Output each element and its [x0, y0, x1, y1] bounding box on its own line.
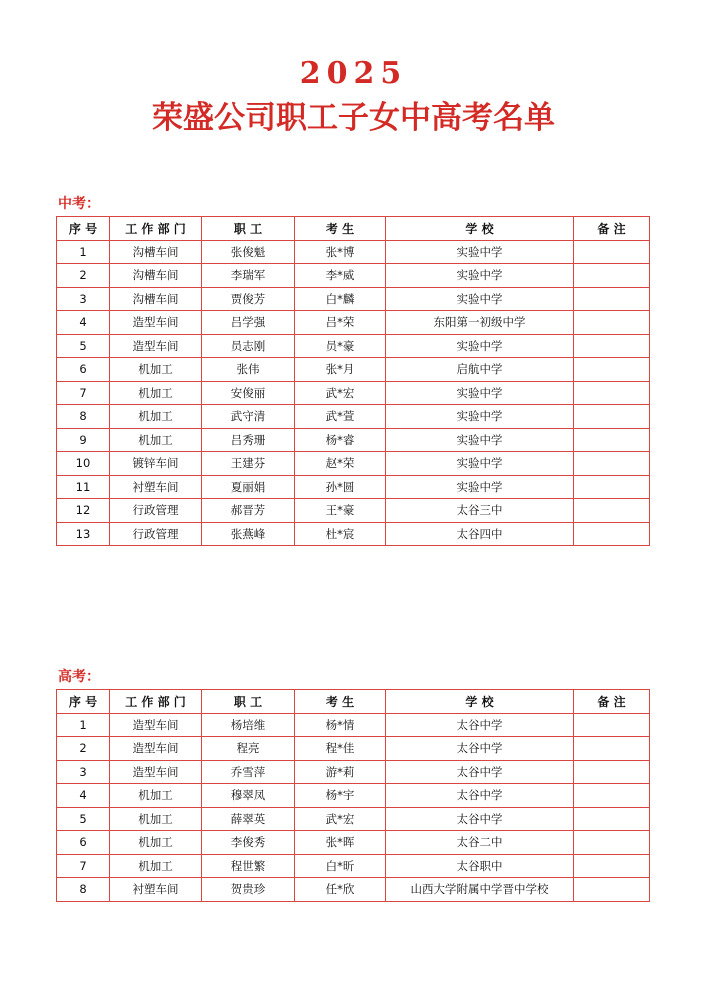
- cell-dept: 造型车间: [110, 737, 202, 761]
- cell-employee: 张伟: [202, 358, 295, 382]
- column-header-employee: 职 工: [202, 217, 295, 241]
- cell-student: 武*宏: [295, 807, 386, 831]
- cell-no: 4: [57, 311, 110, 335]
- cell-dept: 造型车间: [110, 760, 202, 784]
- gaokao-table-body: [57, 713, 650, 901]
- column-header-employee: 职 工: [202, 690, 295, 714]
- cell-student: 杨*情: [295, 713, 386, 737]
- cell-school: 实验中学: [386, 287, 574, 311]
- cell-employee: 李瑞军: [202, 264, 295, 288]
- cell-dept: 机加工: [110, 854, 202, 878]
- cell-no: 5: [57, 807, 110, 831]
- table-row: [57, 452, 650, 476]
- table-row: [57, 264, 650, 288]
- cell-student: 赵*荣: [295, 452, 386, 476]
- cell-student: 吕*荣: [295, 311, 386, 335]
- cell-school: 山西大学附属中学晋中学校: [386, 878, 574, 902]
- cell-employee: 穆翠凤: [202, 784, 295, 808]
- cell-dept: 行政管理: [110, 499, 202, 523]
- cell-note: [574, 264, 650, 288]
- cell-school: 东阳第一初级中学: [386, 311, 574, 335]
- cell-student: 张*博: [295, 240, 386, 264]
- cell-student: 李*威: [295, 264, 386, 288]
- cell-student: 杜*宸: [295, 522, 386, 546]
- cell-school: 实验中学: [386, 452, 574, 476]
- section-label-gaokao: 高考：: [58, 669, 100, 685]
- cell-dept: 行政管理: [110, 522, 202, 546]
- cell-note: [574, 760, 650, 784]
- cell-student: 王*豪: [295, 499, 386, 523]
- column-header-school: 学 校: [386, 217, 574, 241]
- cell-no: 8: [57, 405, 110, 429]
- cell-employee: 郝晋芳: [202, 499, 295, 523]
- cell-dept: 沟槽车间: [110, 264, 202, 288]
- column-header-note: 备 注: [574, 690, 650, 714]
- zhongkao-table: [56, 216, 650, 546]
- cell-employee: 武守清: [202, 405, 295, 429]
- cell-student: 任*欣: [295, 878, 386, 902]
- cell-employee: 王建芬: [202, 452, 295, 476]
- cell-note: [574, 737, 650, 761]
- cell-dept: 机加工: [110, 831, 202, 855]
- cell-school: 太谷中学: [386, 737, 574, 761]
- cell-note: [574, 831, 650, 855]
- cell-employee: 乔雪萍: [202, 760, 295, 784]
- table-header-row: [57, 217, 650, 241]
- cell-school: 太谷四中: [386, 522, 574, 546]
- cell-dept: 机加工: [110, 381, 202, 405]
- column-header-school: 学 校: [386, 690, 574, 714]
- cell-note: [574, 287, 650, 311]
- cell-dept: 造型车间: [110, 334, 202, 358]
- column-header-no: 序 号: [57, 217, 110, 241]
- cell-no: 1: [57, 240, 110, 264]
- cell-employee: 薛翠英: [202, 807, 295, 831]
- cell-dept: 沟槽车间: [110, 240, 202, 264]
- cell-no: 8: [57, 878, 110, 902]
- table-row: [57, 475, 650, 499]
- table-row: [57, 760, 650, 784]
- cell-school: 实验中学: [386, 405, 574, 429]
- table-row: [57, 807, 650, 831]
- cell-student: 孙*圆: [295, 475, 386, 499]
- cell-school: 太谷二中: [386, 831, 574, 855]
- cell-dept: 衬塑车间: [110, 878, 202, 902]
- cell-school: 实验中学: [386, 264, 574, 288]
- title-year: 2025: [299, 56, 408, 91]
- cell-employee: 杨培维: [202, 713, 295, 737]
- cell-note: [574, 358, 650, 382]
- cell-note: [574, 240, 650, 264]
- page-title: 荣盛公司职工子女中高考名单: [152, 100, 555, 136]
- cell-school: 实验中学: [386, 428, 574, 452]
- cell-no: 7: [57, 854, 110, 878]
- column-header-dept: 工 作 部 门: [110, 217, 202, 241]
- cell-dept: 机加工: [110, 428, 202, 452]
- table-row: [57, 287, 650, 311]
- column-header-no: 序 号: [57, 690, 110, 714]
- cell-dept: 镀锌车间: [110, 452, 202, 476]
- table-row: [57, 499, 650, 523]
- cell-school: 太谷中学: [386, 784, 574, 808]
- cell-student: 杨*宇: [295, 784, 386, 808]
- cell-school: 太谷中学: [386, 760, 574, 784]
- cell-note: [574, 381, 650, 405]
- table-row: [57, 878, 650, 902]
- cell-school: 太谷中学: [386, 807, 574, 831]
- cell-school: 实验中学: [386, 475, 574, 499]
- cell-employee: 吕学强: [202, 311, 295, 335]
- cell-student: 杨*睿: [295, 428, 386, 452]
- cell-note: [574, 334, 650, 358]
- cell-note: [574, 878, 650, 902]
- cell-note: [574, 784, 650, 808]
- cell-dept: 造型车间: [110, 713, 202, 737]
- cell-no: 3: [57, 287, 110, 311]
- cell-student: 白*昕: [295, 854, 386, 878]
- cell-student: 程*佳: [295, 737, 386, 761]
- cell-employee: 李俊秀: [202, 831, 295, 855]
- cell-employee: 程亮: [202, 737, 295, 761]
- cell-no: 2: [57, 737, 110, 761]
- cell-employee: 安俊丽: [202, 381, 295, 405]
- table-row: [57, 522, 650, 546]
- cell-dept: 衬塑车间: [110, 475, 202, 499]
- cell-school: 启航中学: [386, 358, 574, 382]
- cell-dept: 机加工: [110, 807, 202, 831]
- cell-no: 10: [57, 452, 110, 476]
- cell-no: 9: [57, 428, 110, 452]
- table-row: [57, 381, 650, 405]
- cell-note: [574, 522, 650, 546]
- cell-dept: 机加工: [110, 358, 202, 382]
- gaokao-table: [56, 689, 650, 902]
- cell-no: 4: [57, 784, 110, 808]
- cell-school: 太谷三中: [386, 499, 574, 523]
- zhongkao-table-body: [57, 240, 650, 546]
- table-row: [57, 854, 650, 878]
- cell-employee: 张俊魁: [202, 240, 295, 264]
- cell-employee: 贺贵珍: [202, 878, 295, 902]
- cell-no: 13: [57, 522, 110, 546]
- cell-no: 6: [57, 831, 110, 855]
- cell-no: 12: [57, 499, 110, 523]
- column-header-dept: 工 作 部 门: [110, 690, 202, 714]
- cell-school: 太谷中学: [386, 713, 574, 737]
- table-header-row: [57, 690, 650, 714]
- cell-student: 武*萱: [295, 405, 386, 429]
- cell-student: 武*宏: [295, 381, 386, 405]
- cell-student: 游*莉: [295, 760, 386, 784]
- table-row: [57, 240, 650, 264]
- cell-school: 实验中学: [386, 334, 574, 358]
- cell-no: 5: [57, 334, 110, 358]
- cell-dept: 沟槽车间: [110, 287, 202, 311]
- cell-student: 张*晖: [295, 831, 386, 855]
- cell-school: 实验中学: [386, 381, 574, 405]
- column-header-student: 考 生: [295, 217, 386, 241]
- cell-dept: 机加工: [110, 405, 202, 429]
- cell-note: [574, 452, 650, 476]
- table-row: [57, 831, 650, 855]
- cell-school: 太谷职中: [386, 854, 574, 878]
- cell-employee: 张燕峰: [202, 522, 295, 546]
- cell-dept: 造型车间: [110, 311, 202, 335]
- cell-no: 11: [57, 475, 110, 499]
- cell-student: 员*豪: [295, 334, 386, 358]
- table-row: [57, 784, 650, 808]
- cell-no: 7: [57, 381, 110, 405]
- cell-no: 1: [57, 713, 110, 737]
- cell-note: [574, 854, 650, 878]
- cell-student: 张*月: [295, 358, 386, 382]
- table-row: [57, 405, 650, 429]
- cell-note: [574, 713, 650, 737]
- table-row: [57, 428, 650, 452]
- cell-student: 白*麟: [295, 287, 386, 311]
- table-row: [57, 358, 650, 382]
- cell-note: [574, 405, 650, 429]
- cell-employee: 程世繁: [202, 854, 295, 878]
- cell-school: 实验中学: [386, 240, 574, 264]
- cell-note: [574, 499, 650, 523]
- cell-note: [574, 311, 650, 335]
- cell-employee: 吕秀珊: [202, 428, 295, 452]
- cell-dept: 机加工: [110, 784, 202, 808]
- cell-employee: 员志刚: [202, 334, 295, 358]
- cell-note: [574, 807, 650, 831]
- column-header-student: 考 生: [295, 690, 386, 714]
- table-row: [57, 311, 650, 335]
- cell-no: 2: [57, 264, 110, 288]
- cell-note: [574, 475, 650, 499]
- cell-employee: 夏丽娟: [202, 475, 295, 499]
- table-row: [57, 713, 650, 737]
- table-row: [57, 334, 650, 358]
- section-label-zhongkao: 中考：: [58, 196, 100, 212]
- cell-no: 6: [57, 358, 110, 382]
- table-row: [57, 737, 650, 761]
- cell-note: [574, 428, 650, 452]
- cell-employee: 贾俊芳: [202, 287, 295, 311]
- column-header-note: 备 注: [574, 217, 650, 241]
- cell-no: 3: [57, 760, 110, 784]
